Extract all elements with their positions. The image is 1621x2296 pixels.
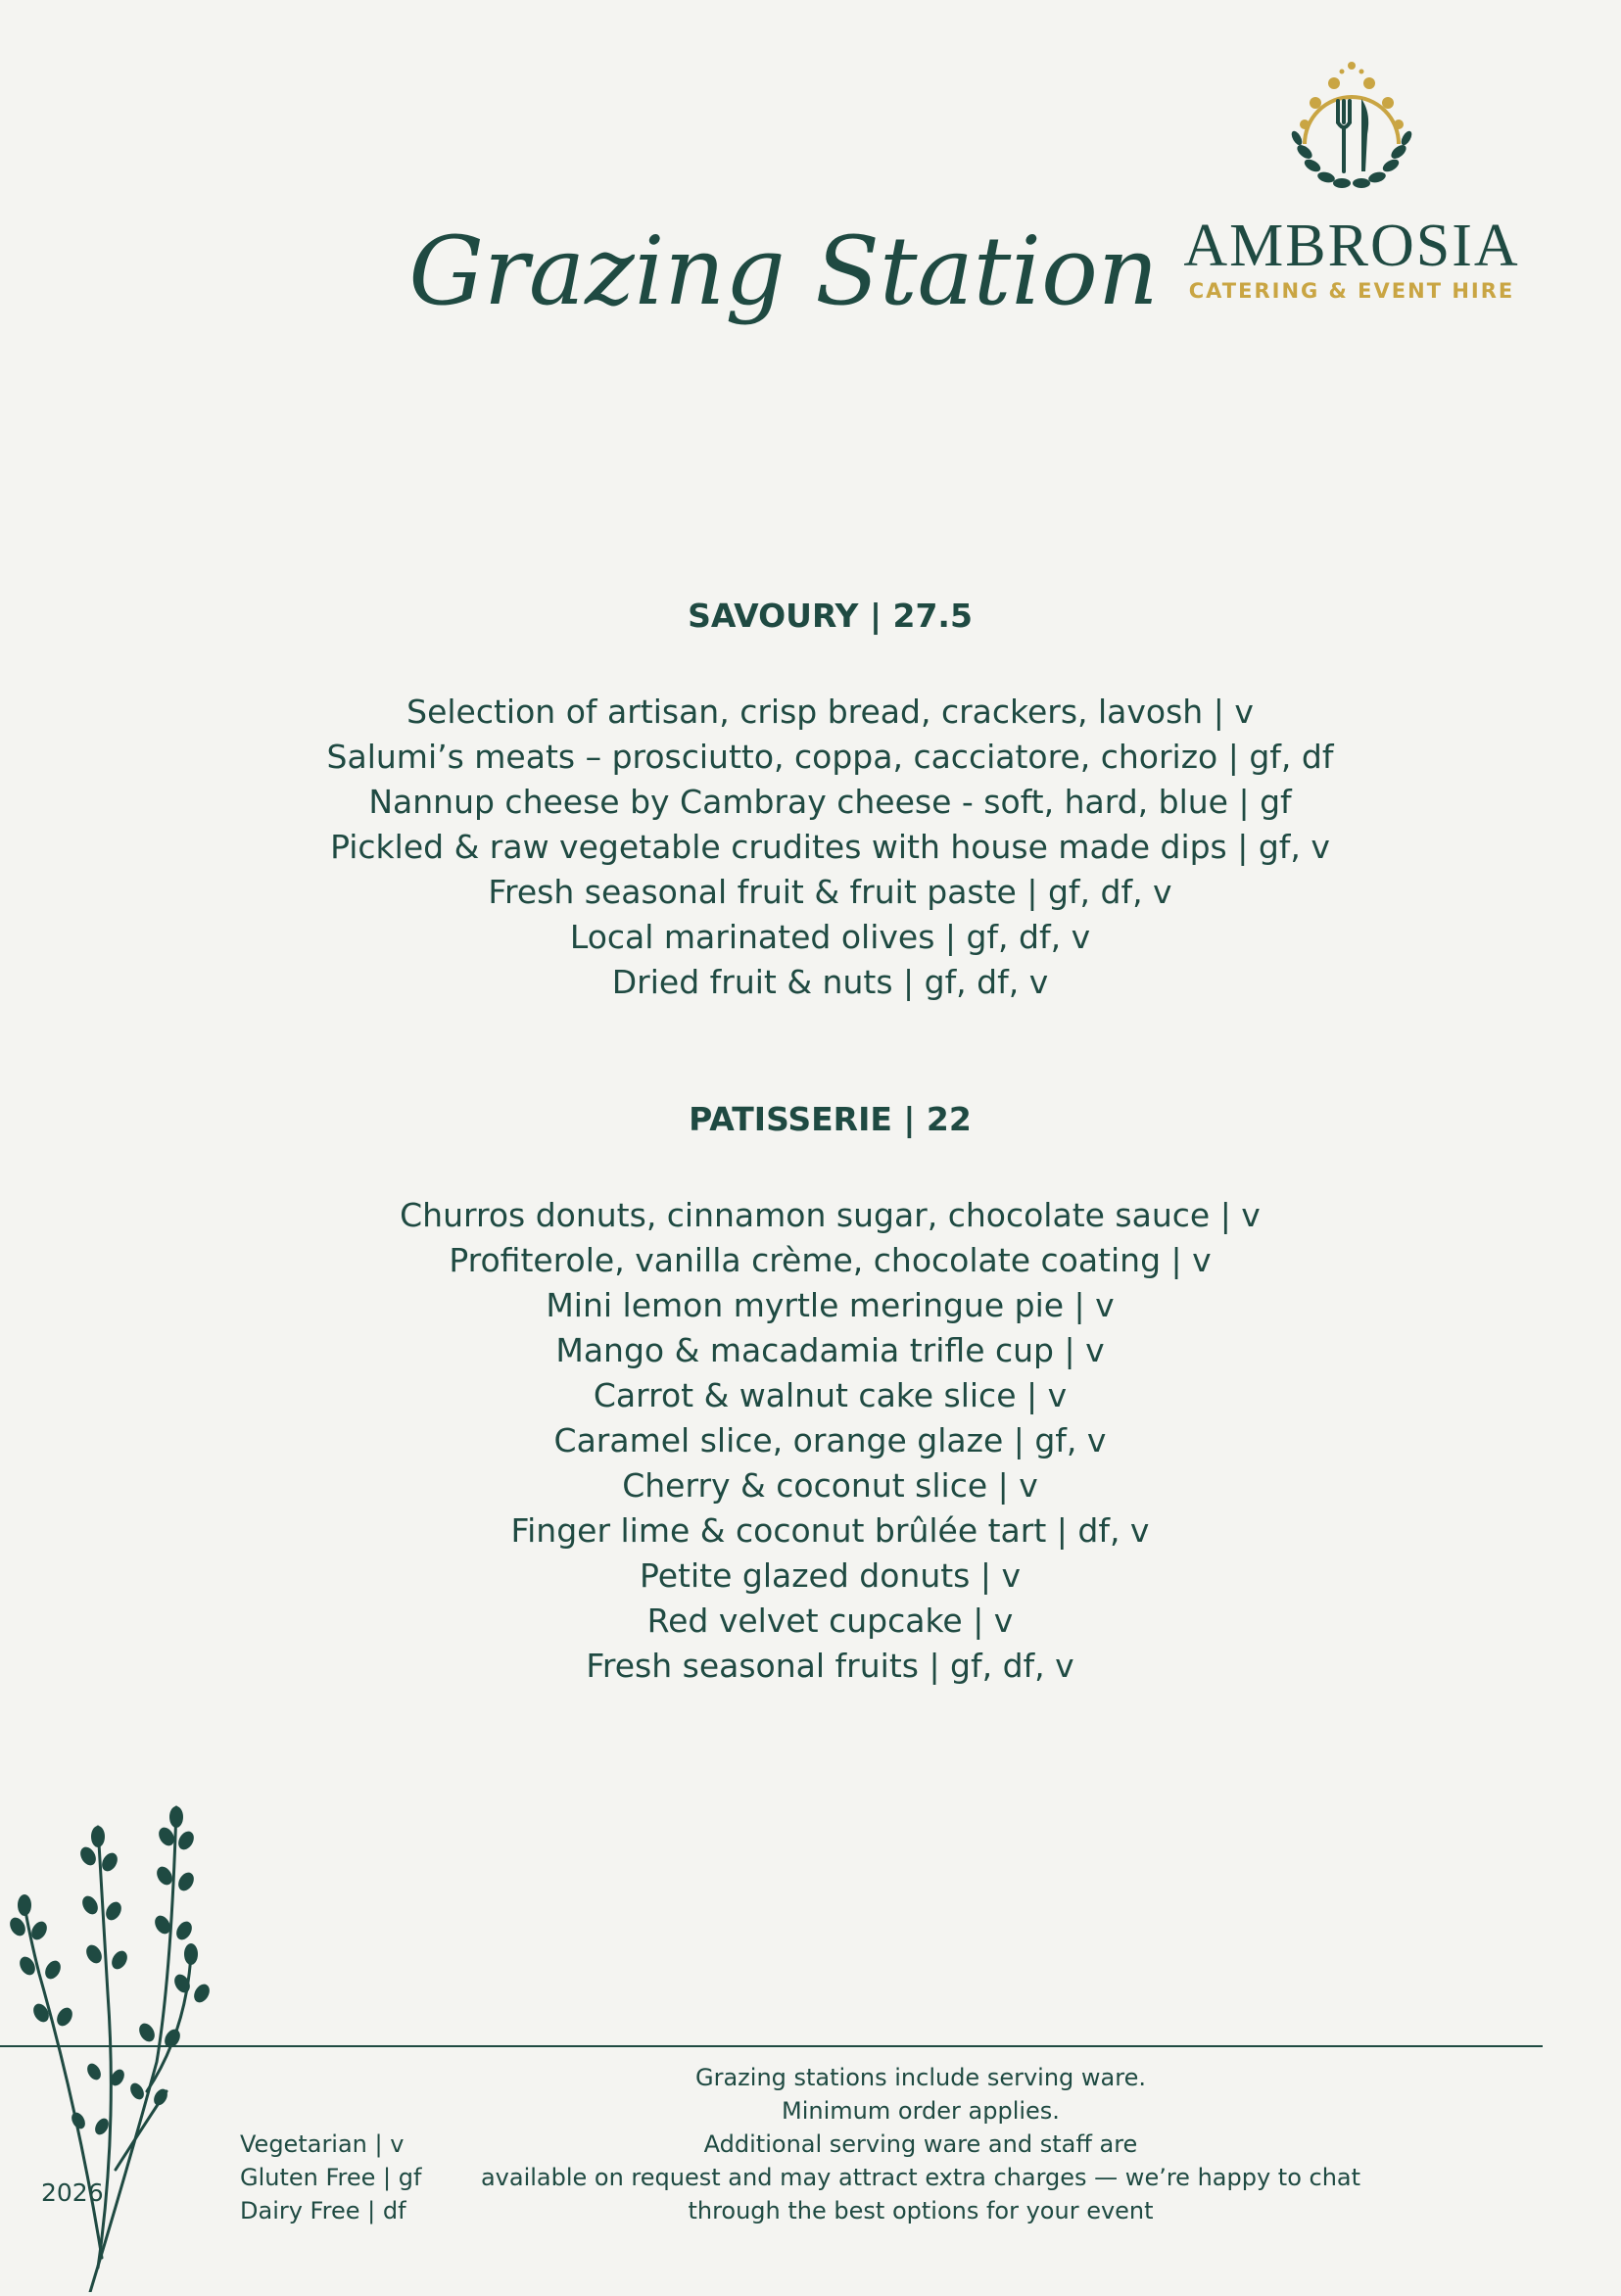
page-title-script [408, 186, 1159, 382]
legend-item: Gluten Free | gf [240, 2164, 422, 2191]
menu-item: Salumi’s meats – prosciutto, coppa, cacciatore, chorizo | gf, df [326, 738, 1334, 776]
menu-item: Mango & macadamia trifle cup | v [555, 1331, 1105, 1369]
brand-tagline: CATERING & EVENT HIRE [1188, 279, 1515, 303]
menu-item-list [0, 1193, 1621, 1689]
cutlery-laurel-icon [1283, 54, 1420, 201]
footer-note-line: Additional serving ware and staff are [703, 2130, 1138, 2158]
thyme-sprig-icon [0, 1797, 215, 2292]
menu-section-patisserie [0, 1100, 1621, 1689]
menu-item: Finger lime & coconut brûlée tart | df, v [510, 1511, 1150, 1550]
menu-item: Nannup cheese by Cambray cheese - soft, hard, blue | gf [368, 783, 1292, 821]
section-heading: SAVOURY | 27.5 [688, 597, 973, 635]
menu-item: Local marinated olives | gf, df, v [569, 918, 1091, 956]
menu-item: Red velvet cupcake | v [646, 1602, 1014, 1640]
dietary-legend [240, 2128, 421, 2227]
menu-item: Mini lemon myrtle meringue pie | v [546, 1286, 1115, 1324]
menu-section-savoury [0, 599, 1621, 1005]
menu-body [0, 599, 1621, 1689]
footer-note-line: Minimum order applies. [782, 2097, 1060, 2125]
menu-item: Dried fruit & nuts | gf, df, v [611, 963, 1049, 1001]
page-title-text: Grazing Station [408, 216, 1159, 326]
section-heading: PATISSERIE | 22 [689, 1100, 972, 1138]
footer-note-line: Grazing stations include serving ware. [695, 2064, 1146, 2091]
menu-item: Fresh seasonal fruits | gf, df, v [586, 1647, 1074, 1685]
menu-item: Caramel slice, orange glaze | gf, v [553, 1421, 1107, 1459]
brand-logo [1166, 54, 1538, 318]
footer-divider [0, 2045, 1543, 2047]
menu-item: Churros donuts, cinnamon sugar, chocolate sauce | v [400, 1196, 1261, 1234]
menu-year: 2026 [41, 2178, 104, 2207]
menu-item: Pickled & raw vegetable crudites with house made dips | gf, v [330, 828, 1330, 866]
legend-item: Vegetarian | v [240, 2130, 405, 2158]
menu-item: Carrot & walnut cake slice | v [593, 1376, 1068, 1414]
brand-name: AMBROSIA [1183, 213, 1520, 279]
menu-item: Fresh seasonal fruit & fruit paste | gf, df, v [488, 873, 1172, 911]
menu-item: Selection of artisan, crisp bread, crackers, lavosh | v [406, 693, 1254, 731]
menu-item-list [0, 690, 1621, 1005]
footer-note-line: available on request and may attract extra charges — we’re happy to chat [480, 2164, 1361, 2191]
menu-item: Cherry & coconut slice | v [622, 1466, 1038, 1505]
footer-notes [421, 2061, 1420, 2227]
menu-item: Petite glazed donuts | v [640, 1556, 1021, 1595]
footer-note-line: through the best options for your event [688, 2197, 1154, 2224]
page-title [408, 186, 1159, 382]
legend-item: Dairy Free | df [240, 2197, 406, 2224]
menu-item: Profiterole, vanilla crème, chocolate coating | v [449, 1241, 1212, 1279]
